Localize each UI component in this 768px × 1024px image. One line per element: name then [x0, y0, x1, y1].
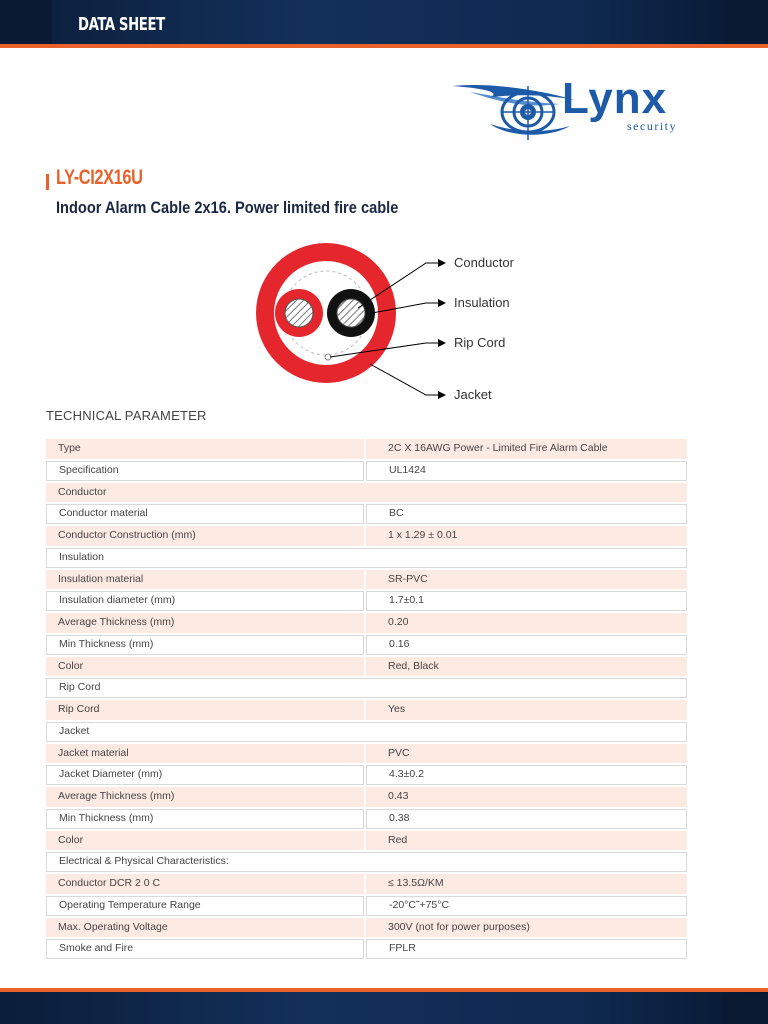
label-jacket: Jacket: [454, 387, 492, 402]
header-accent-line: [0, 44, 768, 48]
table-row: [46, 765, 687, 785]
param-label: Electrical & Physical Characteristics:: [46, 852, 687, 872]
param-label: Average Thickness (mm): [46, 613, 364, 633]
param-value: SR-PVC: [366, 570, 687, 590]
param-value: Yes: [366, 700, 687, 720]
param-label: Type: [46, 439, 364, 459]
param-label: Conductor Construction (mm): [46, 526, 364, 546]
table-row: [46, 939, 687, 959]
table-row: [46, 548, 687, 568]
table-row: [46, 831, 687, 851]
header-tab-right: [726, 0, 768, 44]
param-value: Red: [366, 831, 687, 851]
logo-subtitle: security: [627, 119, 677, 133]
param-label: Conductor: [46, 483, 687, 503]
footer-band: [0, 988, 768, 1024]
label-rip-cord: Rip Cord: [454, 335, 506, 350]
logo-wordmark: Lynx: [562, 74, 668, 123]
table-row: [46, 439, 687, 459]
table-row: [46, 657, 687, 677]
table-row: [46, 635, 687, 655]
param-value: UL1424: [366, 461, 687, 481]
header-tab-left: [0, 0, 52, 44]
param-label: Color: [46, 831, 364, 851]
param-label: Insulation: [46, 548, 687, 568]
param-label: Average Thickness (mm): [46, 787, 364, 807]
table-row: [46, 483, 687, 503]
param-value: 0.38: [366, 809, 687, 829]
param-value: Red, Black: [366, 657, 687, 677]
table-row: [46, 461, 687, 481]
table-row: [46, 504, 687, 524]
param-value: PVC: [366, 744, 687, 764]
param-label: Rip Cord: [46, 700, 364, 720]
param-label: Jacket Diameter (mm): [46, 765, 364, 785]
table-row: [46, 591, 687, 611]
table-row: [46, 678, 687, 698]
footer-accent-line: [0, 988, 768, 992]
header-band: [0, 0, 768, 48]
cable-diagram: [250, 240, 550, 415]
param-value: 0.16: [366, 635, 687, 655]
product-code: LY-CI2X16U: [56, 166, 143, 189]
spec-table: [46, 439, 687, 961]
table-row: [46, 700, 687, 720]
footer-tab-right: [722, 994, 768, 1024]
table-row: [46, 874, 687, 894]
label-conductor: Conductor: [454, 255, 514, 270]
param-value: 2C X 16AWG Power - Limited Fire Alarm Cable: [366, 439, 687, 459]
section-title: TECHNICAL PARAMETER: [46, 408, 207, 423]
param-label: Insulation diameter (mm): [46, 591, 364, 611]
table-row: [46, 722, 687, 742]
param-value: ≤ 13.5Ω/KM: [366, 874, 687, 894]
table-row: [46, 744, 687, 764]
param-label: Insulation material: [46, 570, 364, 590]
param-label: Max. Operating Voltage: [46, 918, 364, 938]
param-value: 300V (not for power purposes): [366, 918, 687, 938]
param-label: Operating Temperature Range: [46, 896, 364, 916]
product-accent-bar: [46, 174, 49, 190]
param-value: 1 x 1.29 ± 0.01: [366, 526, 687, 546]
param-label: Conductor DCR 2 0 C: [46, 874, 364, 894]
param-label: Min Thickness (mm): [46, 809, 364, 829]
param-label: Conductor material: [46, 504, 364, 524]
param-value: 1.7±0.1: [366, 591, 687, 611]
table-row: [46, 852, 687, 872]
param-value: BC: [366, 504, 687, 524]
table-row: [46, 570, 687, 590]
param-label: Rip Cord: [46, 678, 687, 698]
table-row: [46, 526, 687, 546]
header-title: DATA SHEET: [78, 14, 165, 35]
table-row: [46, 896, 687, 916]
table-row: [46, 809, 687, 829]
table-row: [46, 613, 687, 633]
lynx-logo: [450, 74, 690, 144]
table-row: [46, 918, 687, 938]
lynx-eye-icon: [450, 82, 580, 144]
param-label: Specification: [46, 461, 364, 481]
param-value: 0.20: [366, 613, 687, 633]
label-insulation: Insulation: [454, 295, 510, 310]
param-label: Smoke and Fire: [46, 939, 364, 959]
param-value: FPLR: [366, 939, 687, 959]
param-value: -20°C˜+75°C: [366, 896, 687, 916]
table-row: [46, 787, 687, 807]
param-label: Min Thickness (mm): [46, 635, 364, 655]
param-label: Jacket: [46, 722, 687, 742]
param-label: Color: [46, 657, 364, 677]
param-label: Jacket material: [46, 744, 364, 764]
param-value: 4.3±0.2: [366, 765, 687, 785]
product-description: Indoor Alarm Cable 2x16. Power limited fire cable: [56, 198, 399, 217]
param-value: 0.43: [366, 787, 687, 807]
